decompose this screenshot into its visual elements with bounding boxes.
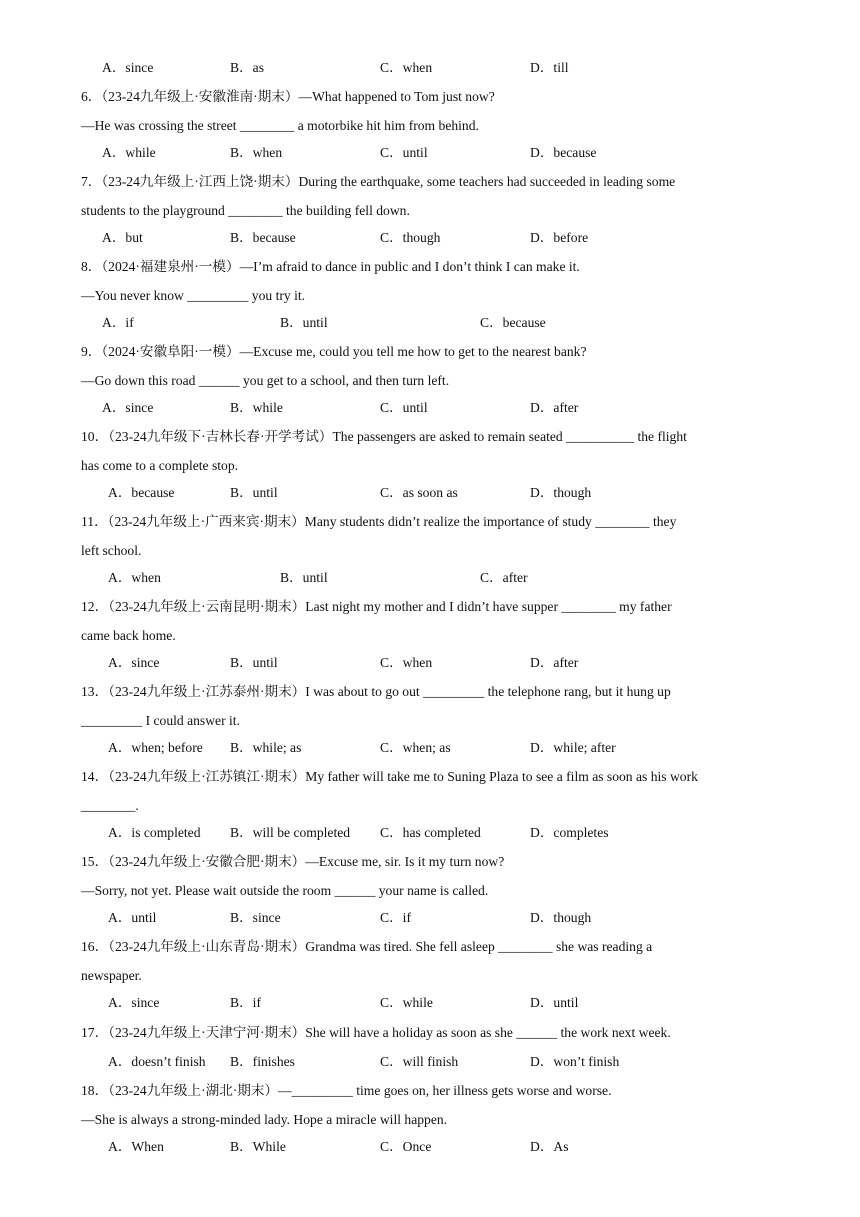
- option-c: C．until: [380, 145, 428, 160]
- question-13-stem-line2: _________ I could answer it.: [81, 713, 240, 728]
- option-a: A．when: [108, 570, 161, 585]
- option-d: D．completes: [530, 825, 609, 840]
- option-a: A．since: [108, 995, 160, 1010]
- option-c: C．until: [380, 400, 428, 415]
- question-10-stem-line2: has come to a complete stop.: [81, 458, 239, 473]
- question-12-stem-line2: came back home.: [81, 628, 176, 643]
- option-a: A．while: [102, 145, 156, 160]
- question-15-stem: 15．（23-24九年级上·安徽合肥·期末）—Excuse me, sir. Is it my turn now?: [81, 854, 505, 869]
- options-row: [0, 569, 860, 587]
- option-c: C．when: [380, 60, 433, 75]
- options-row: [0, 1138, 860, 1156]
- option-a: A．is completed: [108, 825, 201, 840]
- options-row: [0, 59, 860, 77]
- option-b: B．until: [230, 485, 278, 500]
- option-a: A．since: [102, 60, 154, 75]
- option-c: C．as soon as: [380, 485, 458, 500]
- option-c: C．when: [380, 655, 433, 670]
- option-d: D．though: [530, 910, 592, 925]
- option-b: B．will be completed: [230, 825, 351, 840]
- options-row: [0, 994, 860, 1012]
- option-d: D．won’t finish: [530, 1054, 620, 1069]
- option-b: B．since: [230, 910, 281, 925]
- option-b: B．until: [280, 570, 328, 585]
- question-18-stem: 18．（23-24九年级上·湖北·期末）—_________ time goes on, her illness gets worse and worse.: [81, 1083, 612, 1098]
- option-a: A．until: [108, 910, 157, 925]
- option-d: D．because: [530, 145, 597, 160]
- question-11-stem-line2: left school.: [81, 543, 142, 558]
- option-d: D．As: [530, 1139, 569, 1154]
- option-c: C．because: [480, 315, 546, 330]
- question-7-stem: 7．（23-24九年级上·江西上饶·期末）During the earthquake, some teachers had succeeded in leading some: [81, 174, 676, 189]
- option-d: D．after: [530, 655, 579, 670]
- option-b: B．if: [230, 995, 261, 1010]
- question-9-stem: 9．（2024·安徽阜阳·一模）—Excuse me, could you tell me how to get to the nearest bank?: [81, 344, 587, 359]
- question-18-stem-line2: —She is always a strong-minded lady. Hope a miracle will happen.: [81, 1112, 448, 1127]
- options-row: [0, 229, 860, 247]
- option-b: B．until: [230, 655, 278, 670]
- option-a: A．when; before: [108, 740, 203, 755]
- question-7-stem-line2: students to the playground ________ the building fell down.: [81, 203, 410, 218]
- question-6-stem-line2: —He was crossing the street ________ a motorbike hit him from behind.: [81, 118, 479, 133]
- question-13-stem: 13．（23-24九年级上·江苏泰州·期末）I was about to go out _________ the telephone rang, but it hung up: [81, 684, 671, 699]
- question-14-stem: 14．（23-24九年级上·江苏镇江·期末）My father will take me to Suning Plaza to see a film as soon as his work: [81, 769, 698, 784]
- question-9-stem-line2: —Go down this road ______ you get to a school, and then turn left.: [81, 373, 450, 388]
- option-d: D．until: [530, 995, 579, 1010]
- option-b: B．finishes: [230, 1054, 295, 1069]
- option-a: A．since: [102, 400, 154, 415]
- options-row: [0, 909, 860, 927]
- options-row: [0, 1053, 860, 1071]
- option-b: B．when: [230, 145, 283, 160]
- question-16-stem: 16．（23-24九年级上·山东青岛·期末）Grandma was tired. She fell asleep ________ she was reading a: [81, 939, 653, 954]
- option-c: C．if: [380, 910, 411, 925]
- question-17-stem: 17．（23-24九年级上·天津宁河·期末）She will have a holiday as soon as she ______ the work next week.: [81, 1025, 671, 1040]
- option-a: A．When: [108, 1139, 164, 1154]
- option-d: D．till: [530, 60, 569, 75]
- question-8-stem-line2: —You never know _________ you try it.: [81, 288, 306, 303]
- question-6-stem: 6．（23-24九年级上·安徽淮南·期末）—What happened to Tom just now?: [81, 89, 495, 104]
- option-c: C．after: [480, 570, 528, 585]
- options-row: [0, 654, 860, 672]
- options-row: [0, 144, 860, 162]
- option-a: A．since: [108, 655, 160, 670]
- question-10-stem: 10．（23-24九年级下·吉林长春·开学考试）The passengers are asked to remain seated __________ the flight: [81, 429, 687, 444]
- options-row: [0, 824, 860, 842]
- question-11-stem: 11．（23-24九年级上·广西来宾·期末）Many students didn’t realize the importance of study ________ they: [81, 514, 677, 529]
- option-c: C．though: [380, 230, 441, 245]
- question-16-stem-line2: newspaper.: [81, 968, 142, 983]
- option-c: C．has completed: [380, 825, 481, 840]
- question-8-stem: 8．（2024·福建泉州·一模）—I’m afraid to dance in public and I don’t think I can make it.: [81, 259, 580, 274]
- option-a: A．doesn’t finish: [108, 1054, 206, 1069]
- option-d: D．after: [530, 400, 579, 415]
- option-c: C．Once: [380, 1139, 432, 1154]
- option-b: B．while; as: [230, 740, 302, 755]
- option-d: D．before: [530, 230, 589, 245]
- option-c: C．when; as: [380, 740, 451, 755]
- question-14-stem-line2: ________.: [81, 798, 139, 813]
- option-d: D．though: [530, 485, 592, 500]
- option-c: C．will finish: [380, 1054, 459, 1069]
- option-d: D．while; after: [530, 740, 616, 755]
- options-row: [0, 739, 860, 757]
- option-a: A．because: [108, 485, 175, 500]
- option-b: B．as: [230, 60, 264, 75]
- option-c: C．while: [380, 995, 433, 1010]
- option-b: B．until: [280, 315, 328, 330]
- option-a: A．but: [102, 230, 143, 245]
- options-row: [0, 399, 860, 417]
- option-b: B．because: [230, 230, 296, 245]
- question-15-stem-line2: —Sorry, not yet. Please wait outside the room ______ your name is called.: [81, 883, 489, 898]
- option-a: A．if: [102, 315, 134, 330]
- options-row: [0, 484, 860, 502]
- question-12-stem: 12．（23-24九年级上·云南昆明·期末）Last night my mother and I didn’t have supper ________ my father: [81, 599, 672, 614]
- option-b: B．while: [230, 400, 283, 415]
- options-row: [0, 314, 860, 332]
- option-b: B．While: [230, 1139, 286, 1154]
